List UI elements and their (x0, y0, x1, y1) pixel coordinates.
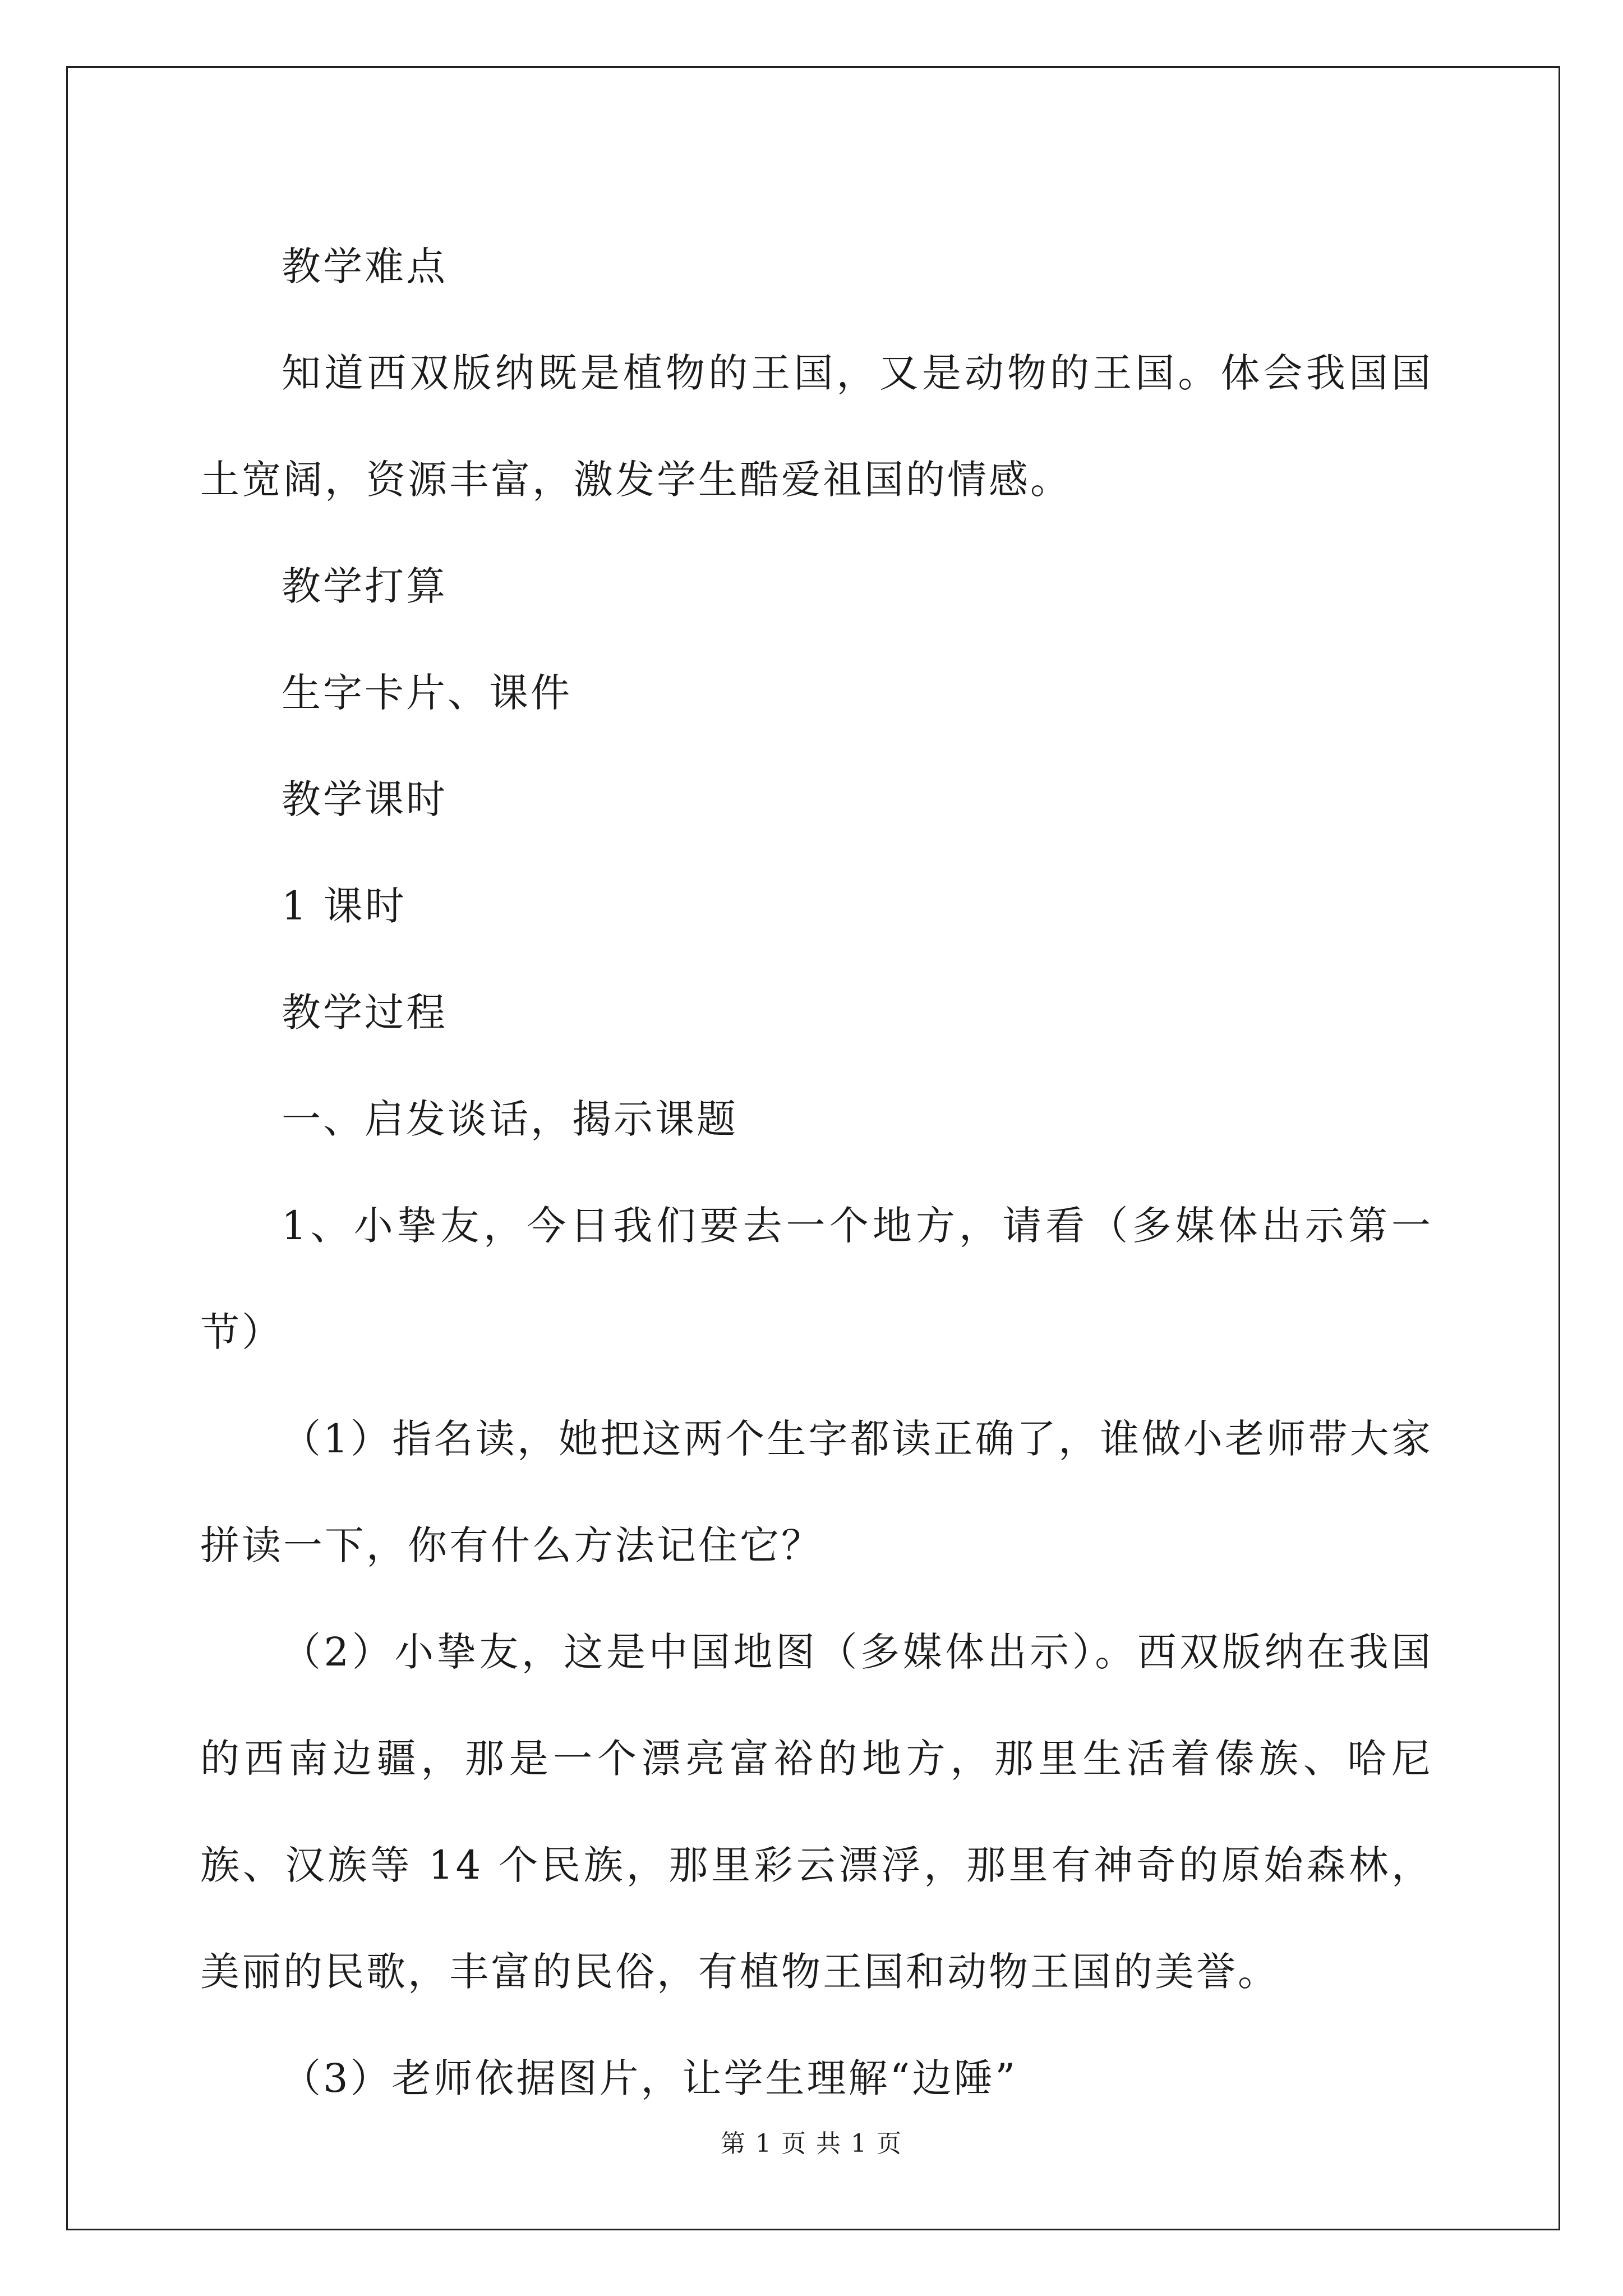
paragraph-class-hours-value: 1 课时 (282, 883, 407, 929)
heading-teaching-process: 教学过程 (282, 990, 448, 1036)
paragraph-difficulty-detail: 知道西双版纳既是植物的王国，又是动物的王国。体会我国国土宽阔，资源丰富，激发学生酷爱祖国的情感。 (200, 350, 1433, 503)
heading-teaching-difficulty: 教学难点 (282, 243, 448, 289)
section-heading-introduction: 一、启发谈话，揭示课题 (282, 1096, 738, 1142)
paragraph-materials: 生字卡片、课件 (282, 670, 572, 716)
heading-class-hours: 教学课时 (282, 776, 448, 822)
paragraph-step-1-2: （2）小挚友，这是中国地图（多媒体出示）。西双版纳在我国的西南边疆，那是一个漂亮富裕的地方，那里生活着傣族、哈尼族、汉族等 14 个民族，那里彩云漂浮，那里有神奇的原始森林，美丽的民歌，丰富的民俗，有植物王国和动物王国的美誉。 (200, 1629, 1433, 1995)
paragraph-step-1-1: （1）指名读，她把这两个生字都读正确了，谁做小老师带大家拼读一下，你有什么方法记住它？ (200, 1416, 1433, 1568)
heading-teaching-preparation: 教学打算 (282, 563, 448, 609)
paragraph-step-1-3: （3）老师依据图片，让学生理解“边陲” (282, 2055, 1018, 2101)
page-number-footer: 第 1 页 共 1 页 (721, 2129, 902, 2158)
document-body (200, 213, 1433, 2132)
paragraph-step-1: 1、小挚友，今日我们要去一个地方，请看（多媒体出示第一节） (200, 1203, 1433, 1355)
